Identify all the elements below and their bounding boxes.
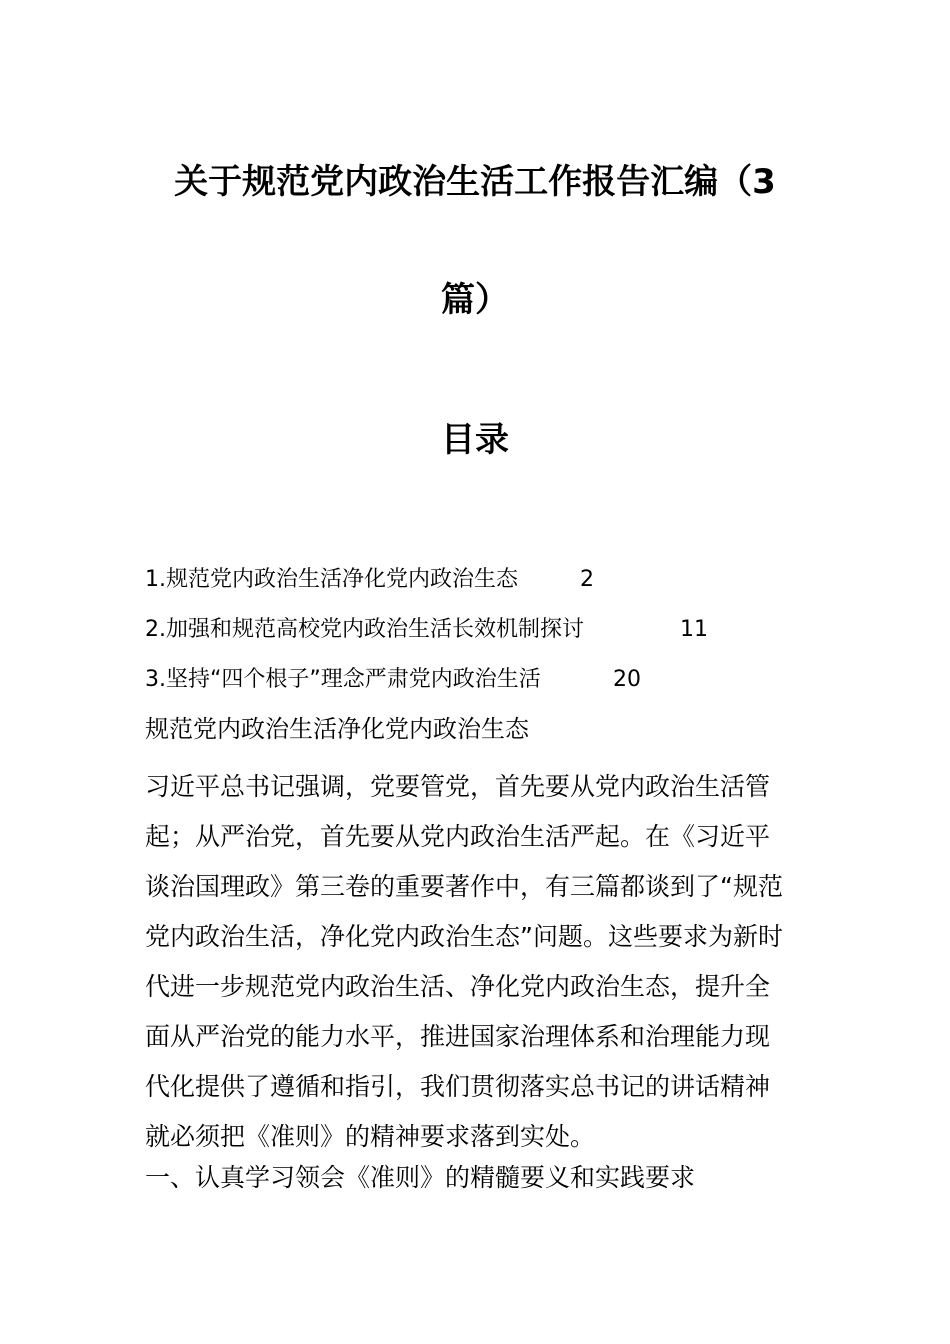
section-subheading: 一、认真学习领会《准则》的精髓要义和实践要求 [145, 1163, 696, 1192]
document-title-line-1: 关于规范党内政治生活工作报告汇编（3 [174, 162, 776, 202]
toc-entry: 1.规范党内政治生活净化党内政治生态 [145, 567, 518, 592]
paragraph-line: 起；从严治党，首先要从党内政治生活严起。在《习近平 [145, 822, 771, 851]
toc-page-number: 11 [680, 617, 708, 642]
paragraph-line: 面从严治党的能力水平，推进国家治理体系和治理能力现 [145, 1022, 771, 1051]
body-paragraph [145, 762, 810, 1162]
paragraph-line: 就必须把《准则》的精神要求落到实处。 [145, 1122, 596, 1151]
paragraph-line: 代进一步规范党内政治生活、净化党内政治生态，提升全 [145, 972, 771, 1001]
section-title: 规范党内政治生活净化党内政治生态 [145, 715, 529, 743]
toc-entry: 2.加强和规范高校党内政治生活长效机制探讨 [145, 617, 584, 642]
paragraph-line: 代化提供了遵循和指引，我们贯彻落实总书记的讲话精神 [145, 1072, 771, 1101]
toc-heading: 目录 [441, 420, 509, 460]
paragraph-line: 党内政治生活，净化党内政治生态”问题。这些要求为新时 [145, 922, 783, 951]
paragraph-line: 习近平总书记强调，党要管党，首先要从党内政治生活管 [145, 772, 771, 801]
toc-page-number: 2 [580, 567, 594, 592]
paragraph-line: 谈治国理政》第三卷的重要著作中，有三篇都谈到了“规范 [145, 872, 783, 901]
document-title-line-2: 篇） [441, 280, 509, 320]
toc-entry: 3.坚持“四个根子”理念严肃党内政治生活 [145, 667, 541, 692]
toc-page-number: 20 [613, 667, 641, 692]
